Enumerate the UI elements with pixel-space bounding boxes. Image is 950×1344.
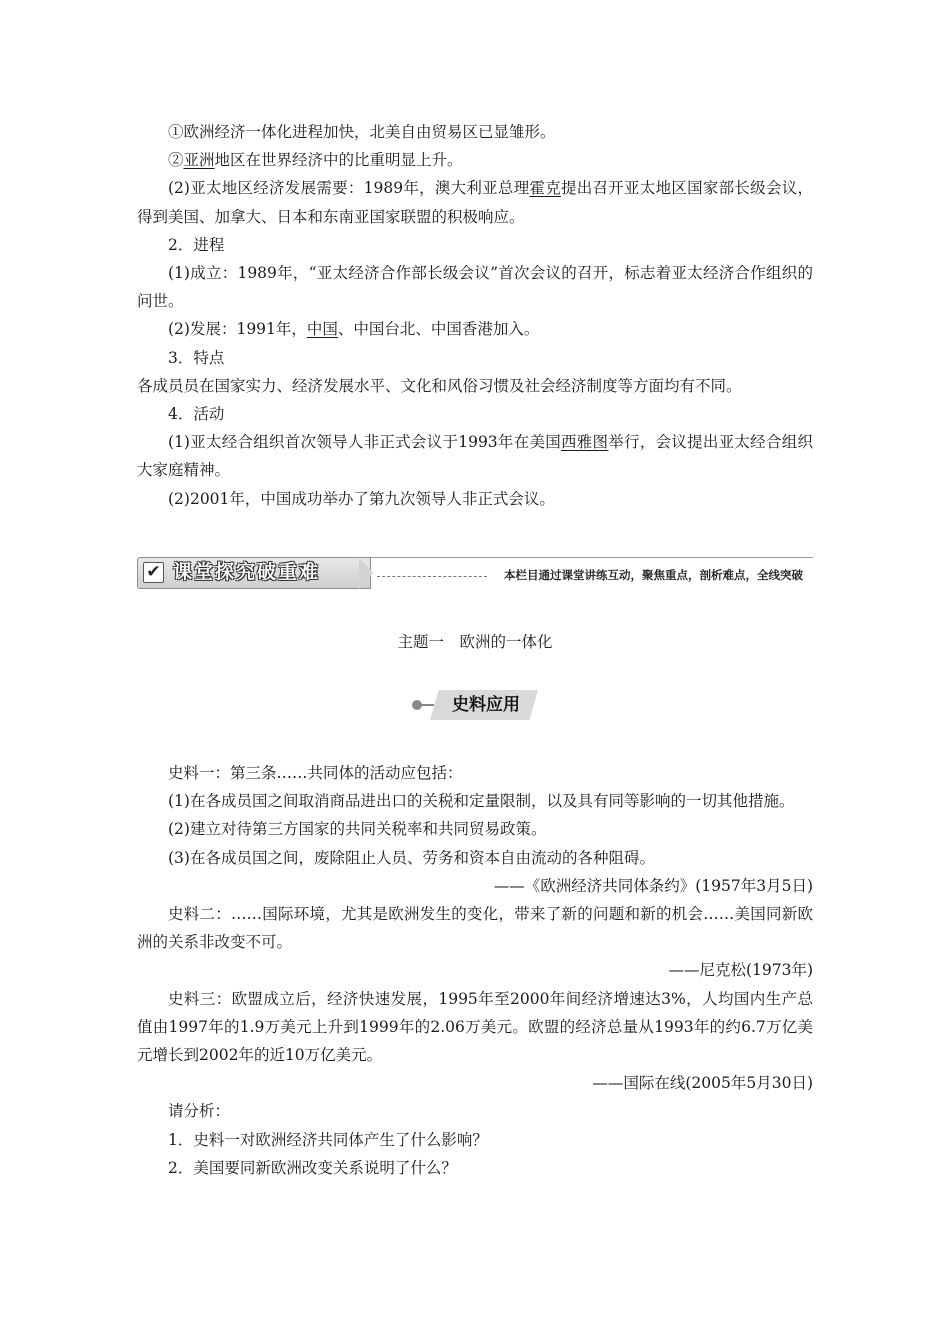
badge [412, 690, 572, 720]
underlined-term: 霍克 [529, 179, 561, 198]
question: 1．史料一对欧洲经济共同体产生了什么影响？ [168, 1130, 488, 1149]
text: (2)亚太地区经济发展需要：1989年，澳大利亚总理 [168, 179, 530, 198]
subheading: 3．特点 [168, 348, 225, 367]
underlined-term: 西雅图 [561, 433, 609, 452]
underlined-term: 中国 [306, 320, 338, 339]
source-citation: ——《欧洲经济共同体条约》(1957年3月5日) [493, 876, 813, 895]
badge-label: 史料应用 [452, 695, 520, 715]
source-citation: ——尼克松(1973年) [668, 961, 813, 980]
text: 地区在世界经济中的比重明显上升。 [214, 151, 463, 170]
text: 、中国台北、中国香港加入。 [337, 320, 540, 339]
source-item: (2)建立对待第三方国家的共同关税率和共同贸易政策。 [168, 820, 547, 839]
section-banner [137, 557, 813, 591]
paragraph [137, 315, 813, 343]
source-citation: ——国际在线(2005年5月30日) [592, 1074, 813, 1093]
source-paragraph: 史料三：欧盟成立后，经济快速发展，1995年至2000年间经济增速达3%，人均国内生产总值由1997年的1.9万美元上升到1999年的2.06万美元。欧盟的经济总量从1993年的约6.7万亿美元增长到2002年的近10万亿美元。 [137, 989, 813, 1065]
text: 举行，会议提出亚太经合组织大家庭精神。 [137, 433, 813, 480]
badge-line [420, 704, 434, 706]
banner-rule [369, 557, 813, 558]
subheading: 4．活动 [168, 405, 225, 424]
paragraph [137, 174, 813, 230]
text: (1)亚太经合组织首次领导人非正式会议于1993年在美国 [168, 433, 561, 452]
paragraph [137, 428, 813, 484]
paragraph: (1)成立：1989年，“亚太经济合作部长级会议”首次会议的召开，标志着亚太经济合作组织的问世。 [137, 264, 813, 311]
source-item: (1)在各成员国之间取消商品进出口的关税和定量限制，以及具有同等影响的一切其他措施。 [168, 792, 795, 811]
underlined-term: 亚洲 [183, 151, 215, 170]
paragraph: (2)2001年，中国成功举办了第九次领导人非正式会议。 [168, 489, 555, 508]
banner-note: 本栏目通过课堂讲练互动，聚焦重点，剖析难点，全线突破 [504, 568, 803, 582]
checkmark-icon: ✔ [143, 562, 164, 583]
text: 提出召开亚太地区国家部长级会议，得到美国、加拿大、日本和东南亚国家联盟的积极响应。 [137, 179, 813, 226]
paragraph: 各成员员在国家实力、经济发展水平、文化和风俗习惯及社会经济制度等方面均有不同。 [137, 376, 742, 395]
subheading: 2．进程 [168, 235, 225, 254]
text: (2)发展：1991年， [168, 320, 307, 339]
source-paragraph: 史料二：……国际环境，尤其是欧洲发生的变化，带来了新的问题和新的机会……美国同新欧洲的关系非改变不可。 [137, 905, 813, 952]
banner-dashed-rule [377, 576, 487, 577]
paragraph: ①欧洲经济一体化进程加快，北美自由贸易区已显雏形。 [168, 123, 556, 141]
topic-heading: 主题一 欧洲的一体化 [397, 633, 553, 651]
paragraph [137, 146, 813, 174]
banner-notch [359, 557, 373, 589]
source-item: (3)在各成员国之间，废除阻止人员、劳务和资本自由流动的各种阻碍。 [168, 848, 655, 867]
text: ② [168, 151, 184, 170]
source-paragraph: 史料一：第三条……共同体的活动应包括： [168, 764, 463, 782]
question: 2．美国要同新欧洲改变关系说明了什么？ [168, 1158, 457, 1177]
badge-dot-icon [412, 700, 422, 710]
prompt-text: 请分析： [168, 1102, 231, 1121]
apec-section [137, 118, 813, 513]
sources-section [137, 759, 813, 1182]
banner-title: 课堂探究破重难 [173, 561, 321, 583]
